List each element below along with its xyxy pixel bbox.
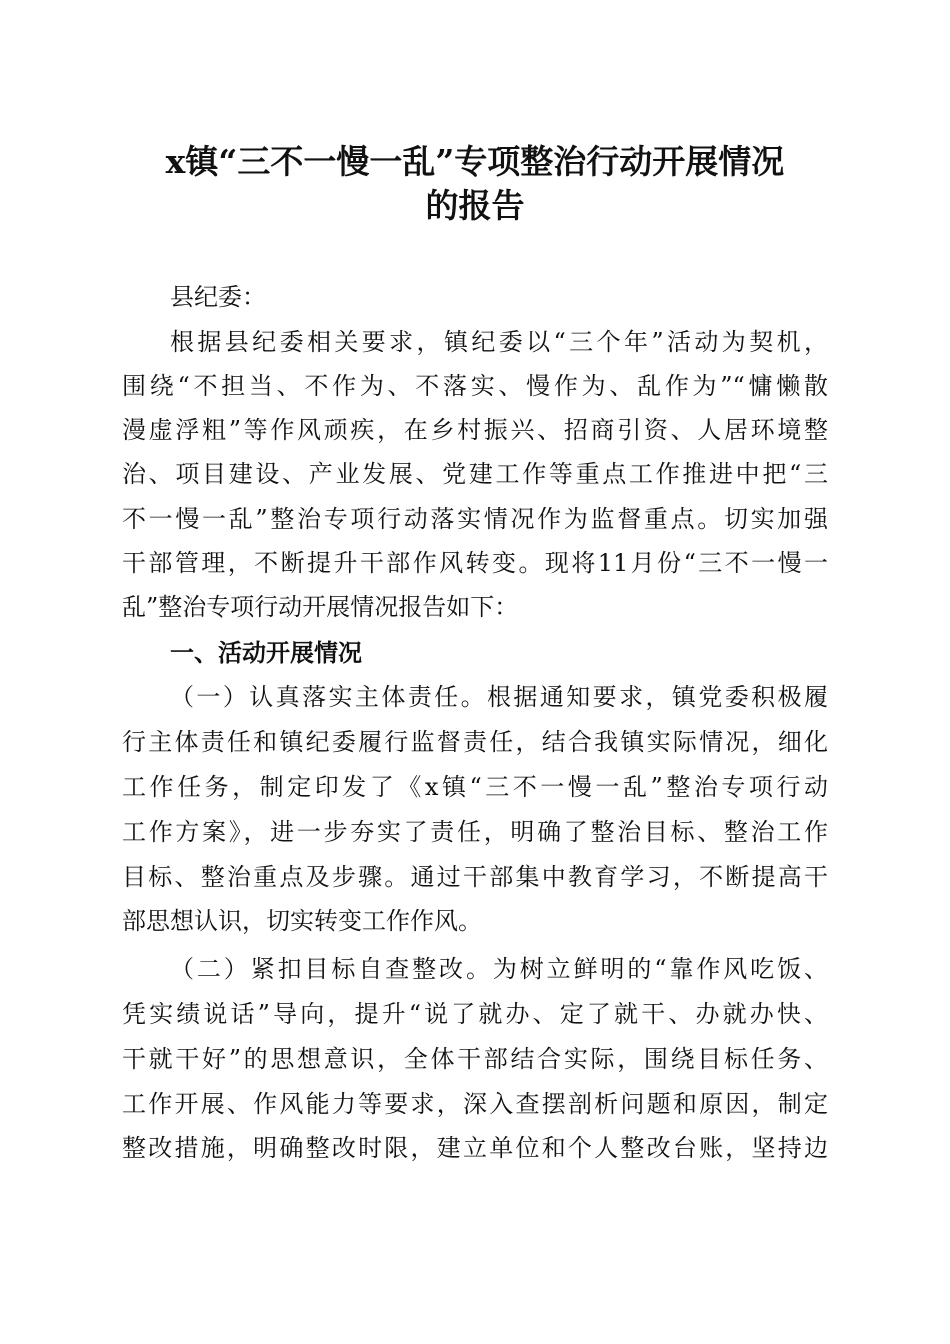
document-title-line-2: 的报告	[425, 186, 525, 225]
subsection-1-line: 行主体责任和镇纪委履行监督责任，结合我镇实际情况，细化	[122, 728, 828, 756]
subsection-1-line: 工作任务，制定印发了《x镇“三不一慢一乱”整治专项行动	[122, 773, 828, 801]
subsection-1-line: （一）认真落实主体责任。根据通知要求，镇党委积极履	[170, 683, 828, 711]
section-heading: 一、活动开展情况	[170, 639, 362, 667]
intro-line: 干部管理，不断提升干部作风转变。现将11月份“三不一慢一	[122, 549, 828, 577]
intro-line: 根据县纪委相关要求，镇纪委以“三个年”活动为契机，	[170, 328, 828, 356]
intro-line: 漫虚浮粗”等作风顽疾，在乡村振兴、招商引资、人居环境整	[122, 416, 828, 444]
subsection-1-line: 工作方案》，进一步夯实了责任，明确了整治目标、整治工作	[122, 818, 828, 846]
intro-line: 乱”整治专项行动开展情况报告如下：	[122, 593, 519, 621]
subsection-2-line: （二）紧扣目标自查整改。为树立鲜明的“靠作风吃饭、	[170, 955, 828, 983]
subsection-2-line: 凭实绩说话”导向，提升“说了就办、定了就干、办就办快、	[122, 1000, 828, 1028]
subsection-2-line: 干就干好”的思想意识，全体干部结合实际，围绕目标任务、	[122, 1045, 828, 1073]
intro-line: 治、项目建设、产业发展、党建工作等重点工作推进中把“三	[122, 460, 828, 488]
subsection-2-line: 工作开展、作风能力等要求，深入查摆剖析问题和原因，制定	[122, 1090, 828, 1118]
subsection-1-line: 部思想认识，切实转变工作作风。	[122, 907, 482, 935]
salutation: 县纪委：	[170, 283, 266, 311]
subsection-2-line: 整改措施，明确整改时限，建立单位和个人整改台账，坚持边	[122, 1134, 828, 1162]
intro-line: 不一慢一乱”整治专项行动落实情况作为监督重点。切实加强	[122, 505, 828, 533]
intro-line: 围绕“不担当、不作为、不落实、慢作为、乱作为”“慵懒散	[122, 372, 828, 400]
document-title-line-1: x镇“三不一慢一乱”专项整治行动开展情况	[165, 142, 785, 181]
subsection-1-line: 目标、整治重点及步骤。通过干部集中教育学习，不断提高干	[122, 863, 828, 891]
